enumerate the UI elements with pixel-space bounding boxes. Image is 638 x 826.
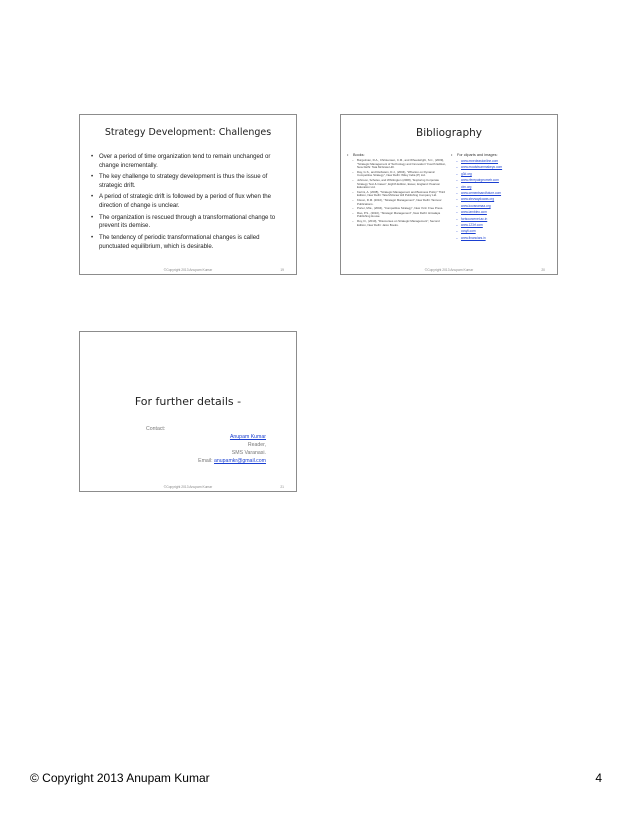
book-item: – Kazmi, A. (2008), "Strategic Management and Business Policy" Third Edition, New Delhi: Tata McGraw Hill Publishing Company Ltd. — [347, 191, 447, 198]
slide-copyright: ©Copyright 2013 Anupam Kumar — [163, 485, 213, 489]
book-item: – Day, G.S., and Reibstein, D.J., (2004), "Wharton on Dynamic Competitive Strategy", New Delhi: Wiley India (P) Ltd. — [347, 171, 447, 178]
web-link[interactable]: – www.123rf.com — [451, 223, 555, 228]
book-item: – Kitoon, R.M. (2010), "Strategic Management", New Delhi: Tannoor Publications. — [347, 199, 447, 206]
web-link[interactable]: – www.rferepairgeometr.com — [451, 178, 555, 183]
contact-block — [146, 425, 266, 465]
page-copyright: © Copyright 2013 Anupam Kumar — [30, 771, 210, 785]
web-link[interactable]: – www.iarnbleo.com — [451, 210, 555, 215]
contact-role: Reader, — [247, 442, 266, 449]
bullet-item: • A period of strategic drift is followed by a period of flux when the direction of change is unclear. — [90, 193, 286, 211]
slide-number: 20 — [541, 268, 545, 272]
book-item: – Johnson, Scholes, and Whittington (2008), "Exploring Corporate Strategy Text & Cases", Eighth Edition, Essex, England: Pearson Education Ltd. — [347, 179, 447, 190]
slide-copyright: ©Copyright 2013 Anupam Kumar — [424, 268, 474, 272]
web-column — [451, 153, 555, 242]
book-item: – Porter, M.E., (2004), "Competitive Strategy", New York: Free Press. — [347, 207, 447, 211]
bullet-item: • The key challenge to strategy development is thus the issue of strategic drift. — [90, 173, 286, 191]
web-link[interactable]: – clm.org — [451, 185, 555, 190]
web-heading: • For cliparts and images: — [451, 153, 555, 157]
bullet-list — [90, 153, 286, 254]
page-number: 4 — [595, 771, 602, 785]
contact-institute: SMS Varanasi. — [231, 450, 266, 457]
contact-name-link[interactable]: Anupam Kumar — [229, 434, 266, 441]
web-link[interactable]: – www.cementsandfuture.com — [451, 191, 555, 196]
email-label: Email: — [198, 458, 213, 465]
slide-strategy-challenges — [79, 114, 297, 275]
bullet-item: • Over a period of time organization tend to remain unchanged or change incrementally. — [90, 153, 286, 171]
book-item: – Rao, P.S., (2010), "Strategic Management", New Delhi: Himalaya Publishing House. — [347, 212, 447, 219]
slide-copyright: ©Copyright 2013 Anupam Kumar — [163, 268, 213, 272]
slide-title: For further details - — [134, 395, 242, 408]
slide-title: Bibliography — [416, 127, 482, 139]
web-link[interactable]: – ccsyli.com — [451, 229, 555, 234]
bullet-item: • The tendency of periodic transformational changes is called punctuated equilibrium, which is desirable. — [90, 234, 286, 252]
slide-further-details — [79, 331, 297, 492]
book-item: – Burgelman, R.A., Christensen, C.M., and Wheelwright, S.C., (2009), "Strategic Management of Technology and Innovation" Fourth Edition, New Delhi: Tata McGraw Hill. — [347, 159, 447, 170]
bullet-item: • The organization is rescued through a transformational change to prevent its demise. — [90, 214, 286, 232]
slide-title: Strategy Development: Challenges — [104, 127, 272, 138]
contact-label: Contact: — [146, 426, 166, 432]
web-link[interactable]: – fortsourcenet.ac.in — [451, 217, 555, 222]
web-link[interactable]: – www.kovanamaa.org — [451, 204, 555, 209]
web-link[interactable]: – www.financiars.in — [451, 236, 555, 241]
links-list — [451, 159, 555, 241]
email-link[interactable]: anupamkr@gmail.com — [214, 458, 266, 465]
slide-number: 21 — [280, 485, 284, 489]
book-item: – Roy, D., (2010), "Discourses on Strategic Management", Second Edition, New Delhi: Jaico Books. — [347, 220, 447, 227]
slide-number: 19 — [280, 268, 284, 272]
web-link[interactable]: – g3d.org — [451, 172, 555, 177]
books-heading: • Books: — [347, 153, 447, 157]
web-link[interactable]: – www.stevsaydowas.org — [451, 197, 555, 202]
slide-bibliography — [340, 114, 558, 275]
books-column — [347, 153, 447, 228]
books-list — [347, 159, 447, 227]
web-link[interactable]: – www.moaistsummakeyo.com — [451, 165, 555, 170]
web-link[interactable]: – www.mnedeastonline.com — [451, 159, 555, 164]
